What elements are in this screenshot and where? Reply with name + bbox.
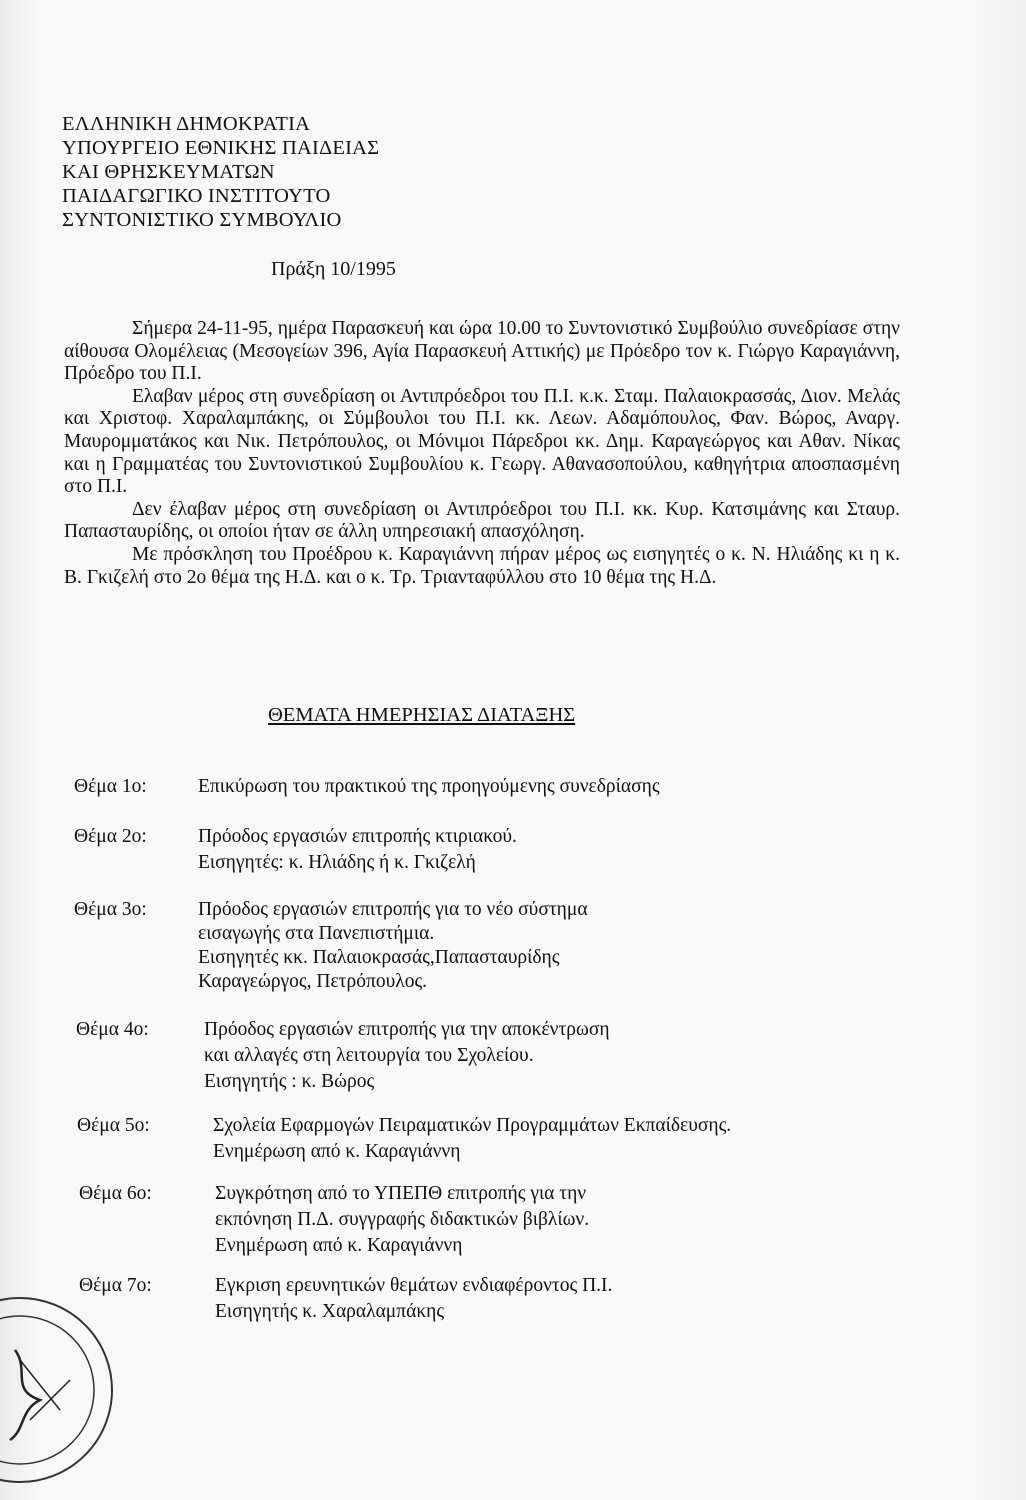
agenda-item-label: Θέμα 1ο: (74, 776, 147, 797)
agenda-item-label: Θέμα 3ο: (74, 899, 147, 920)
act-number: Πράξη 10/1995 (271, 258, 396, 280)
official-seal-icon (0, 1290, 120, 1490)
agenda-item-text: Ενημέρωση από κ. Καραγιάννη (215, 1235, 463, 1256)
letterhead (62, 112, 379, 232)
agenda-item-text: εκπόνηση Π.Δ. συγγραφής διδακτικών βιβλίων. (215, 1209, 590, 1230)
agenda-item-text: Πρόοδος εργασιών επιτροπής για το νέο σύστημα (198, 899, 588, 920)
agenda-item-text: Πρόοδος εργασιών επιτροπής για την αποκέντρωση (204, 1019, 610, 1040)
agenda-item-text: Πρόοδος εργασιών επιτροπής κτιριακού. (198, 826, 517, 847)
agenda-item-text: Σχολεία Εφαρμογών Πειραματικών Προγραμμάτων Εκπαίδευσης. (213, 1115, 732, 1136)
paragraph-meeting-info: Σήμερα 24-11-95, ημέρα Παρασκευή και ώρα 10.00 το Συντονιστικό Συμβούλιο συνεδρίασε στην αίθουσα Ολομέλειας (Μεσογείων 396, Αγία Παρασκευή Αττικής) με Πρόεδρο τον κ. Γιώργο Καραγιάννη, Πρόεδρο του Π.Ι. (64, 318, 900, 385)
letterhead-line: ΠΑΙΔΑΓΩΓΙΚΟ ΙΝΣΤΙΤΟΥΤΟ (62, 185, 331, 207)
paragraph-absentees: Δεν έλαβαν μέρος στη συνεδρίαση οι Αντιπρόεδροι του Π.Ι. κκ. Κυρ. Κατσιμάνης και Σταυρ. Παπασταυρίδης, οι οποίοι ήταν σε άλλη υπηρεσιακή απασχόληση. (64, 498, 900, 543)
agenda-item-label: Θέμα 6ο: (79, 1183, 152, 1204)
agenda-item-text: Ενημέρωση από κ. Καραγιάννη (213, 1141, 461, 1162)
agenda-item-text: Συγκρότηση από το ΥΠΕΠΘ επιτροπής για την (215, 1183, 587, 1204)
agenda-item-text: Εγκριση ερευνητικών θεμάτων ενδιαφέροντος Π.Ι. (215, 1275, 613, 1296)
paragraph-attendees: Ελαβαν μέρος στη συνεδρίαση οι Αντιπρόεδροι του Π.Ι. κ.κ. Σταμ. Παλαιοκρασσάς, Διον. Μελάς και Χριστοφ. Χαραλαμπάκης, οι Σύμβουλοι του Π.Ι. κκ. Λεων. Αδαμόπουλος, Φαν. Βώρος, Αναργ. Μαυρομματάκος και Νικ. Πετρόπουλος, οι Μόνιμοι Πάρεδροι κκ. Δημ. Καραγεώργος και Αθαν. Νίκας και η Γραμματέας του Συντονιστικού Συμβουλίου κ. Γεωργ. Αθανασοπούλου, καθηγήτρια αποσπασμένη στο Π.Ι. (64, 385, 900, 498)
agenda-item-text: και αλλαγές στη λειτουργία του Σχολείου. (204, 1045, 534, 1066)
agenda-item-text: Εισηγητής : κ. Βώρος (204, 1071, 375, 1092)
paragraph-invited-speakers: Με πρόσκληση του Προέδρου κ. Καραγιάννη πήραν μέρος ως εισηγητές ο κ. Ν. Ηλιάδης κι η κ. Β. Γκιζελή στο 2ο θέμα της Η.Δ. και ο κ. Τρ. Τριανταφύλλου στο 10 θέμα της Η.Δ. (64, 543, 900, 588)
letterhead-line: ΕΛΛΗΝΙΚΗ ΔΗΜΟΚΡΑΤΙΑ (62, 113, 311, 135)
minutes-body (64, 318, 900, 589)
agenda-item-text: Εισηγητές κκ. Παλαιοκρασάς,Παπασταυρίδης (198, 947, 560, 968)
agenda-item-label: Θέμα 5ο: (77, 1115, 150, 1136)
agenda-item-label: Θέμα 4ο: (76, 1019, 149, 1040)
agenda-item-label: Θέμα 2ο: (74, 826, 147, 847)
agenda-item-text: Εισηγητές: κ. Ηλιάδης ή κ. Γκιζελή (198, 852, 476, 873)
agenda-item-text: Επικύρωση του πρακτικού της προηγούμενης συνεδρίασης (198, 776, 660, 797)
letterhead-line: ΚΑΙ ΘΡΗΣΚΕΥΜΑΤΩΝ (62, 161, 275, 183)
agenda-item-text: εισαγωγής στα Πανεπιστήμια. (198, 923, 435, 944)
letterhead-line: ΣΥΝΤΟΝΙΣΤΙΚΟ ΣΥΜΒΟΥΛΙΟ (62, 209, 342, 231)
agenda-item-label: Θέμα 7ο: (79, 1275, 152, 1296)
agenda-item-text: Εισηγητής κ. Χαραλαμπάκης (215, 1301, 445, 1322)
agenda-title: ΘΕΜΑΤΑ ΗΜΕΡΗΣΙΑΣ ΔΙΑΤΑΞΗΣ (268, 704, 576, 726)
letterhead-line: ΥΠΟΥΡΓΕΙΟ ΕΘΝΙΚΗΣ ΠΑΙΔΕΙΑΣ (62, 137, 380, 159)
agenda-item-text: Καραγεώργος, Πετρόπουλος. (198, 971, 428, 992)
